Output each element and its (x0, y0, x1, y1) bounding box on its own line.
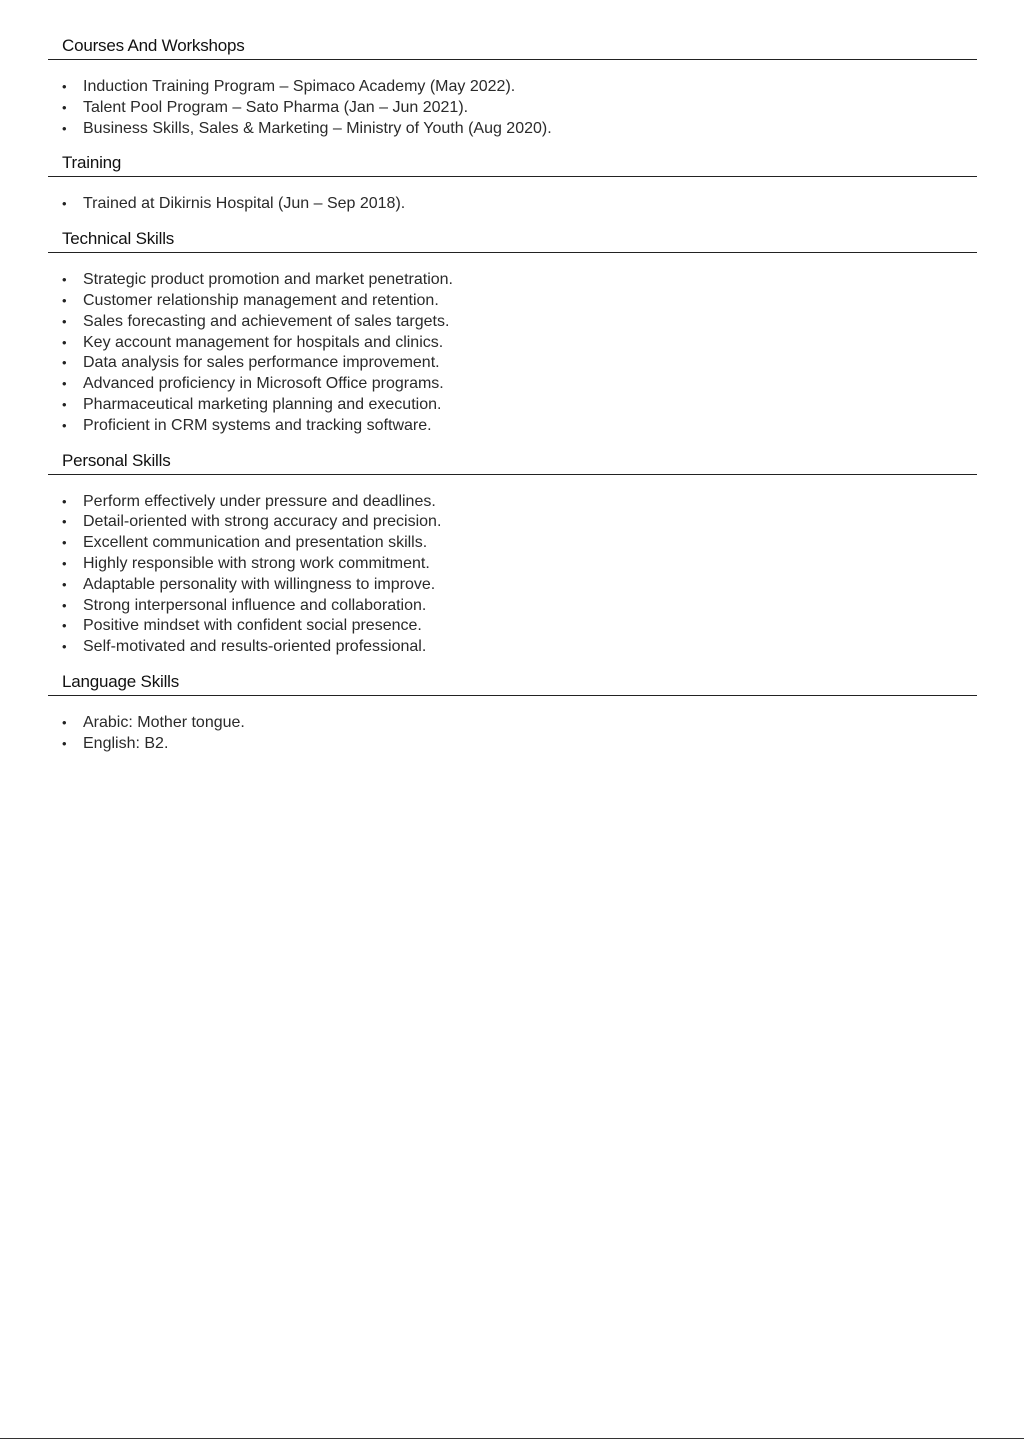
list-item (62, 533, 977, 554)
list-item-text: Advanced proficiency in Microsoft Office programs. (83, 375, 444, 393)
bullet-icon: • (62, 735, 67, 751)
list-item-text: Talent Pool Program – Sato Pharma (Jan – Jun 2021). (83, 98, 469, 116)
list-item (62, 291, 977, 312)
list-item-text: Highly responsible with strong work commitment. (83, 554, 430, 572)
list-item-text: Strategic product promotion and market penetration. (83, 271, 453, 289)
bullet-icon: • (62, 576, 67, 592)
resume-page (48, 36, 977, 769)
list-item-text: Pharmaceutical marketing planning and execution. (83, 395, 442, 413)
section-title: Language Skills (48, 672, 977, 696)
section-technical-skills (48, 229, 977, 450)
list-item-text: Sales forecasting and achievement of sales targets. (83, 312, 450, 330)
list-item (62, 512, 977, 533)
list-item-text: Proficient in CRM systems and tracking software. (83, 416, 432, 434)
section-list (48, 253, 977, 450)
list-item (62, 734, 977, 755)
section-title: Training (48, 153, 977, 177)
section-list (48, 60, 977, 153)
list-item (62, 374, 977, 395)
bullet-icon: • (62, 417, 67, 433)
list-item-text: Self-motivated and results-oriented professional. (83, 638, 427, 656)
list-item-text: Excellent communication and presentation skills. (83, 534, 428, 552)
list-item (62, 77, 977, 98)
bullet-icon: • (62, 355, 67, 371)
list-item-text: Strong interpersonal influence and collaboration. (83, 596, 427, 614)
list-item (62, 395, 977, 416)
list-item (62, 596, 977, 617)
list-item-text: Business Skills, Sales & Marketing – Ministry of Youth (Aug 2020). (83, 119, 552, 137)
bullet-icon: • (62, 196, 67, 212)
bullet-icon: • (62, 493, 67, 509)
section-title: Technical Skills (48, 229, 977, 253)
list-item-text: Key account management for hospitals and clinics. (83, 333, 444, 351)
list-item-text: Adaptable personality with willingness to improve. (83, 575, 436, 593)
list-item (62, 312, 977, 333)
section-title: Personal Skills (48, 451, 977, 475)
section-personal-skills (48, 451, 977, 672)
bullet-icon: • (62, 376, 67, 392)
bullet-icon: • (62, 396, 67, 412)
list-item-text: Detail-oriented with strong accuracy and precision. (83, 513, 442, 531)
bullet-icon: • (62, 618, 67, 634)
bullet-icon: • (62, 313, 67, 329)
list-item (62, 416, 977, 437)
section-list (48, 177, 977, 229)
list-item-text: Perform effectively under pressure and deadlines. (83, 492, 436, 510)
section-training (48, 153, 977, 229)
bullet-icon: • (62, 535, 67, 551)
list-item (62, 333, 977, 354)
list-item-text: Positive mindset with confident social presence. (83, 617, 422, 635)
list-item-text: Arabic: Mother tongue. (83, 713, 245, 731)
bullet-icon: • (62, 292, 67, 308)
list-item (62, 637, 977, 658)
list-item-text: Customer relationship management and retention. (83, 291, 439, 309)
section-language-skills (48, 672, 977, 769)
list-item (62, 575, 977, 596)
bullet-icon: • (62, 639, 67, 655)
list-item (62, 194, 977, 215)
list-item (62, 353, 977, 374)
list-item-text: Trained at Dikirnis Hospital (Jun – Sep 2018). (83, 195, 406, 213)
bullet-icon: • (62, 334, 67, 350)
section-list (48, 475, 977, 672)
bullet-icon: • (62, 514, 67, 530)
list-item (62, 554, 977, 575)
page-bottom-divider (0, 1438, 1024, 1439)
bullet-icon: • (62, 79, 67, 94)
list-item-text: English: B2. (83, 734, 169, 752)
bullet-icon: • (62, 714, 67, 730)
section-list (48, 696, 977, 769)
bullet-icon: • (62, 555, 67, 571)
list-item-text: Data analysis for sales performance improvement. (83, 354, 440, 372)
list-item (62, 713, 977, 734)
list-item (62, 492, 977, 513)
bullet-icon: • (62, 99, 67, 115)
list-item-text: Induction Training Program – Spimaco Academy (May 2022). (83, 78, 516, 95)
bullet-icon: • (62, 120, 67, 136)
section-title: Courses And Workshops (48, 36, 977, 60)
bullet-icon: • (62, 272, 67, 288)
list-item (62, 119, 977, 140)
list-item (62, 270, 977, 291)
list-item (62, 616, 977, 637)
list-item (62, 98, 977, 119)
section-courses-and-workshops (48, 36, 977, 153)
bullet-icon: • (62, 597, 67, 613)
